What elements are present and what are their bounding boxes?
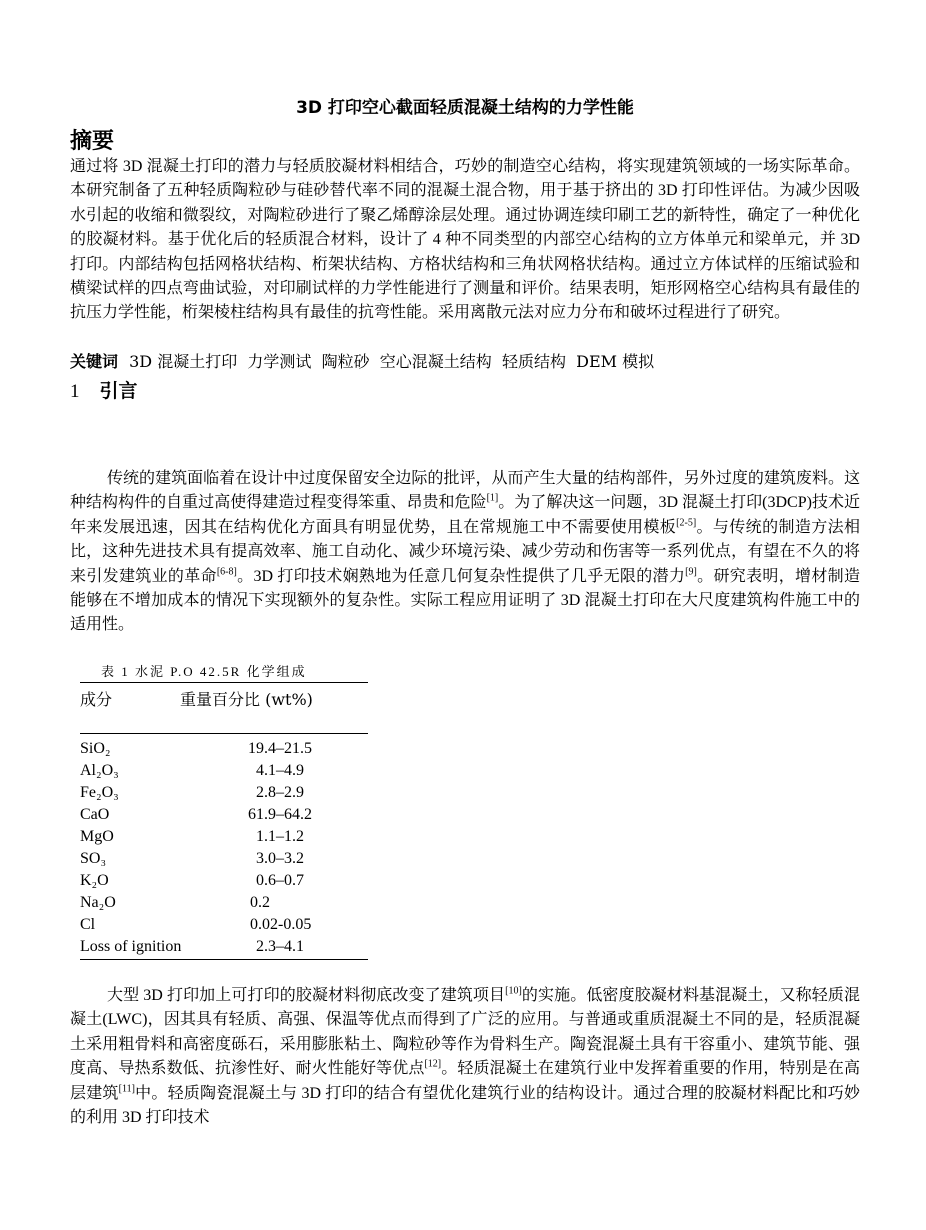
citation-ref: [6-8] <box>216 566 237 578</box>
section-title: 引言 <box>99 380 138 402</box>
keywords-label: 关键词 <box>70 352 119 371</box>
table-header-component: 成分 <box>80 690 113 709</box>
keyword-item: 陶粒砂 <box>321 352 370 371</box>
intro-paragraph-1 <box>70 467 860 638</box>
table-cell-value: 61.9–64.2 <box>248 806 312 823</box>
intro-text: 大型 3D 打印加上可打印的胶凝材料彻底改变了建筑项目 <box>107 987 506 1004</box>
citation-ref: [1] <box>486 493 499 505</box>
intro-text: 。3D 打印技术娴熟地为任意几何复杂性提供了几乎无限的潜力 <box>236 567 686 585</box>
table-cell-value: 2.8–2.9 <box>256 784 304 801</box>
table-cell-component: Al₂O₃ <box>80 762 119 779</box>
table-rule-middle <box>80 733 368 734</box>
table-rule-top <box>80 682 368 683</box>
table-body <box>80 740 380 960</box>
table-row <box>80 784 380 806</box>
table-cell-component: SiO₂ <box>80 740 111 757</box>
citation-ref: [2-5] <box>676 517 697 529</box>
table-cell-component: Fe₂O₃ <box>80 784 119 801</box>
table-cell-value: 1.1–1.2 <box>256 828 304 845</box>
table-cell-component: MgO <box>80 828 114 845</box>
table-row <box>80 938 380 960</box>
intro-text: 传统的建筑面临着在设计中过度保留安全边际的批评，从而产生大量的结构部件，另外过度的建筑废料。这种结构构件的自重过高使得建造过程变得笨重、昂贵和危险 <box>70 470 860 512</box>
table-row <box>80 850 380 872</box>
intro-text: 。轻质混凝土在建筑行业中发挥着重要的作用，特别是在高层建筑 <box>70 1060 860 1102</box>
table-header-percent: 重量百分比 (wt%) <box>180 690 313 709</box>
citation-ref: [11] <box>118 1083 135 1095</box>
intro-text: 。为了解决这一问题，3D 混凝土打印(3DCP)技术近年来发展迅速，因其在结构优化方面具有明显优势，且在常规施工中不需要使用模板 <box>70 494 860 536</box>
table-cell-value: 4.1–4.9 <box>256 762 304 779</box>
keyword-item: 轻质结构 <box>501 352 566 371</box>
keyword-item: 空心混凝土结构 <box>379 352 492 371</box>
citation-ref: [9] <box>685 566 697 578</box>
table-cell-component: CaO <box>80 806 110 823</box>
table-cell-value: 19.4–21.5 <box>248 740 312 757</box>
keywords-line <box>70 349 860 372</box>
abstract-heading: 摘要 <box>70 129 115 154</box>
table-row <box>80 762 380 784</box>
paper-title: 3D 打印空心截面轻质混凝土结构的力学性能 <box>296 98 634 118</box>
keyword-item: DEM 模拟 <box>576 352 655 371</box>
table-cell-value: 0.2 <box>250 894 270 911</box>
table-row <box>80 806 380 828</box>
table-cell-component: K₂O <box>80 872 109 889</box>
citation-ref: [12] <box>424 1058 442 1070</box>
table-cell-value: 3.0–3.2 <box>256 850 304 867</box>
section-heading-introduction <box>70 376 138 403</box>
table-cell-component: Na₂O <box>80 894 116 911</box>
table-row <box>80 872 380 894</box>
table-cell-component: Loss of ignition <box>80 938 182 955</box>
keyword-item: 3D 混凝土打印 <box>129 352 238 371</box>
intro-text: 。研究表明，增材制造能够在不增加成本的情况下实现额外的复杂性。实际工程应用证明了 3D 混凝土打印在大尺度建筑构件施工中的适用性。 <box>70 567 860 634</box>
keyword-item: 力学测试 <box>247 352 312 371</box>
table-row <box>80 894 380 916</box>
table-rule-bottom <box>80 959 368 960</box>
table-caption: 表 1 水泥 P.O 42.5R 化学组成 <box>101 664 307 679</box>
intro-paragraph-2 <box>70 984 860 1130</box>
section-number: 1 <box>70 381 80 402</box>
table-cell-component: SO₃ <box>80 850 107 867</box>
abstract-body: 通过将 3D 混凝土打印的潜力与轻质胶凝材料相结合，巧妙的制造空心结构，将实现建筑领域的一场实际革命。本研究制备了五种轻质陶粒砂与硅砂替代率不同的混凝土混合物，用于基于挤出的 3D 打印性评估。为减少因吸水引起的收缩和微裂纹，对陶粒砂进行了聚乙烯醇涂层处理。通过协调连续印刷工艺的新特性，确定了一种优化的胶凝材料。基于优化后的轻质混合材料，设计了 4 种不同类型的内部空心结构的立方体单元和梁单元，并 3D 打印。内部结构包括网格状结构、桁架状结构、方格状结构和三角状网格状结构。通过立方体试样的压缩试验和横梁试样的四点弯曲试验，对印刷试样的力学性能进行了测量和评价。结果表明，矩形网格空心结构具有最佳的抗压力学性能，桁架棱柱结构具有最佳的抗弯性能。采用离散元法对应力分布和破坏过程进行了研究。 <box>70 158 860 322</box>
intro-text: 的实施。低密度胶凝材料基混凝土，又称轻质混凝土(LWC)，因其具有轻质、高强、保温等优点而得到了广泛的应用。与普通或重质混凝土不同的是，轻质混凝土采用粗骨料和高密度砾石，采用膨胀粘土、陶粒砂等作为骨料生产。陶瓷混凝土具有干容重小、建筑节能、强度高、导热系数低、抗渗性好、耐火性能好等优点 <box>70 987 860 1078</box>
intro-text: 。与传统的制造方法相比，这种先进技术具有提高效率、施工自动化、减少环境污染、减少劳动和伤害等一系列优点，有望在不久的将来引发建筑业的革命 <box>70 518 860 585</box>
table-cell-value: 0.6–0.7 <box>256 872 304 889</box>
table-cell-component: Cl <box>80 916 96 933</box>
intro-text: 中。轻质陶瓷混凝土与 3D 打印的结合有望优化建筑行业的结构设计。通过合理的胶凝材料配比和巧妙的利用 3D 打印技术 <box>70 1084 860 1127</box>
table-row <box>80 740 380 762</box>
table-row <box>80 828 380 850</box>
table-row <box>80 916 380 938</box>
table-cell-value: 0.02-0.05 <box>250 916 312 933</box>
citation-ref: [10] <box>505 985 522 997</box>
table-cell-value: 2.3–4.1 <box>256 938 304 955</box>
